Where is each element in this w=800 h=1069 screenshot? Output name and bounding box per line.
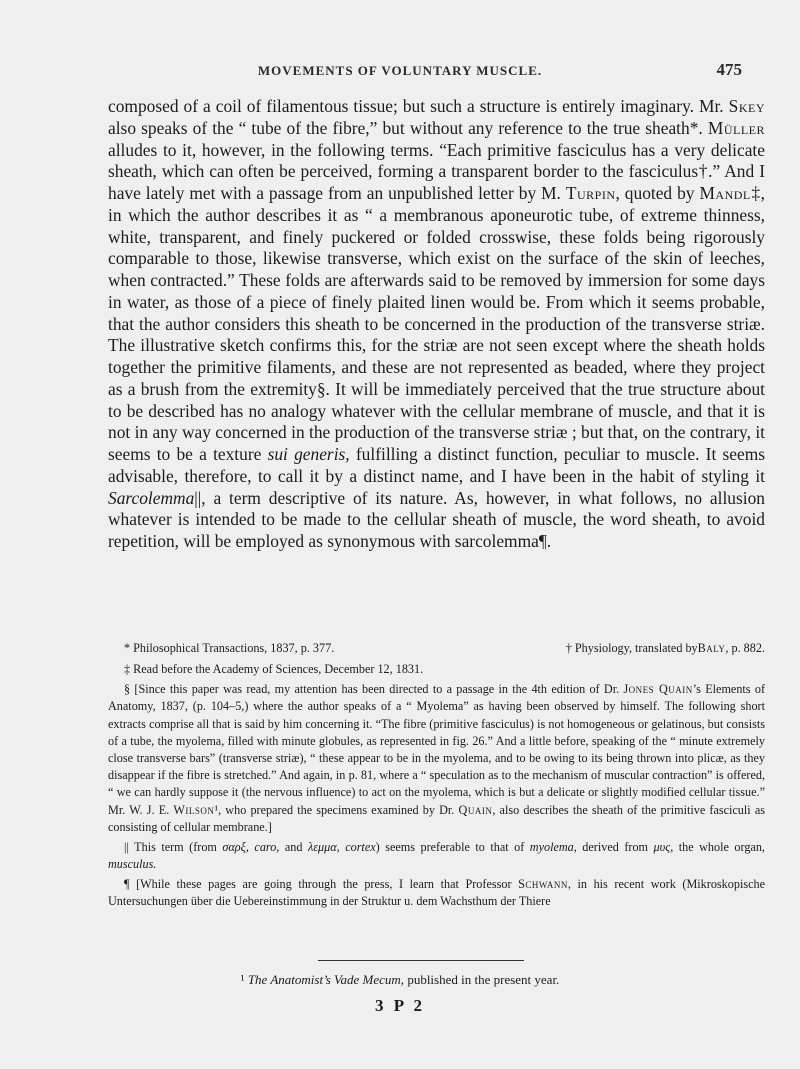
body-paragraph [108, 96, 765, 553]
footnote-section: § [Since this paper was read, my attention has been directed to a passage in the 4th edition of Dr. Jones Quain’s Elements of Anatomy, 1837, (p. 104–5,) where the author speaks of a “ Myolema” as having been observed by himself. The following short extracts comprise all that is said by him concerning it. “The fibre (primitive fasciculus) is not homogeneous or gelatinous, but consists of a tube, the myolema, filled with minute globules, as represented in fig. 26.” And a little before, speaking of the “ minute extremely close transverse bars” (transverse striæ), “ these appear to be in the myolema, and to be owing to its being thrown into plicæ, as they disappear if the fibre is stretched.” And again, in p. 81, where a “ speculation as to the mechanism of muscular contraction” is offered, “ we can hardly suppose it (the nervous influence) to act on the myolema, which is but a delicate or slightly modified cellular tissue.” Mr. W. J. E. Wilson¹, who prepared the specimens examined by Dr. Quain, also describes the sheath of the primitive fasciculi as consisting of cellular membrane.] [108, 682, 766, 834]
text-run: ||, a term descriptive of its nature. As, however, in what follows, no allusion whatever is intended to be made to the cellular sheath of muscle, the word sheath, to avoid repetition, will be employed as synonymous with sarcolemma¶. [108, 487, 765, 551]
footnote-bottom: ¹ The Anatomist’s Vade Mecum, published in the present year. [240, 972, 560, 987]
printer-signature: 3 P 2 [375, 996, 425, 1015]
text-run: also speaks of the “ tube of the fibre,” but without any reference to the true sheath*. [108, 117, 708, 138]
author-name: Müller [707, 117, 765, 138]
footnotes [108, 640, 765, 913]
footnote-pilcrow: ¶ [While these pages are going through the press, I learn that Professor Schwann, in his recent work (Mikroskopische Untersuchungen über die Uebereinstimmung in der Struktur u. dem Wachsthum der Thiere [108, 877, 765, 909]
text-run: alludes to it, however, in the following terms. “Each primitive fasciculus has a very delicate sheath, which can often be perceived, forming a transparent border to the fasciculus†.” And I have lately met with a passage from an unpublished letter by M. [108, 139, 765, 203]
author-name: Skey [728, 96, 765, 116]
text-run: fulfilling a distinct function, peculiar to muscle. It seems advisable, therefore, to call it by a distinct name, and I have been in the habit of styling it [108, 444, 765, 486]
page-number: 475 [716, 60, 742, 79]
footnote-dagger: † Physiology, translated byBaly, p. 882. [565, 641, 765, 655]
text-run: , quoted by [615, 183, 700, 203]
footnote-ddagger: ‡ Read before the Academy of Sciences, December 12, 1831. [124, 662, 424, 677]
footnote-row [108, 640, 765, 657]
text-run: ‡, in which the author describes it as “ a membranous aponeurotic tube, of extreme thinness, white, transparent, and finely puckered or folded crosswise, these folds being rigorously comparable to those, likewise transverse, which exist on the surface of the skin of leeches, when contracted.” These folds are afterwards said to be removed by immersion for some days in water, as those of a piece of finely plaited linen would be. From which it seems probable, that the author considers this sheath to be concerned in the production of the transverse striæ. The illustrative sketch confirms this, for the striæ are not seen except where the sheath holds together the primitive filaments, and these are not represented as beaded, where they project as a brush from the extremity§. It will be immediately perceived that the true structure about to be described has no analogy whatever with the cellular membrane of muscle, and that it is not in any way concerned in the production of the transverse striæ ; but that, on the contrary, it seems to be a texture [108, 183, 765, 464]
text-run: Mr. [699, 96, 729, 116]
footnote-divider [318, 960, 524, 961]
paragraph-text [108, 96, 765, 553]
running-title: MOVEMENTS OF VOLUNTARY MUSCLE. [257, 63, 543, 78]
footnote-star: * Philosophical Transactions, 1837, p. 377. [124, 641, 335, 655]
author-name: Turpin [565, 183, 616, 203]
italic-term: sui generis, [267, 444, 350, 464]
author-name: Mandl [699, 183, 751, 203]
italic-term: Sarcolemma [108, 487, 195, 508]
text-run: composed of a coil of filamentous tissue; but such a structure is entirely imaginary. [108, 96, 694, 116]
footnote-parallel: || This term (from σαρξ, caro, and λεμμα, cortex) seems preferable to that of myolema, derived from μυς, the whole organ, musculus. [108, 839, 765, 872]
